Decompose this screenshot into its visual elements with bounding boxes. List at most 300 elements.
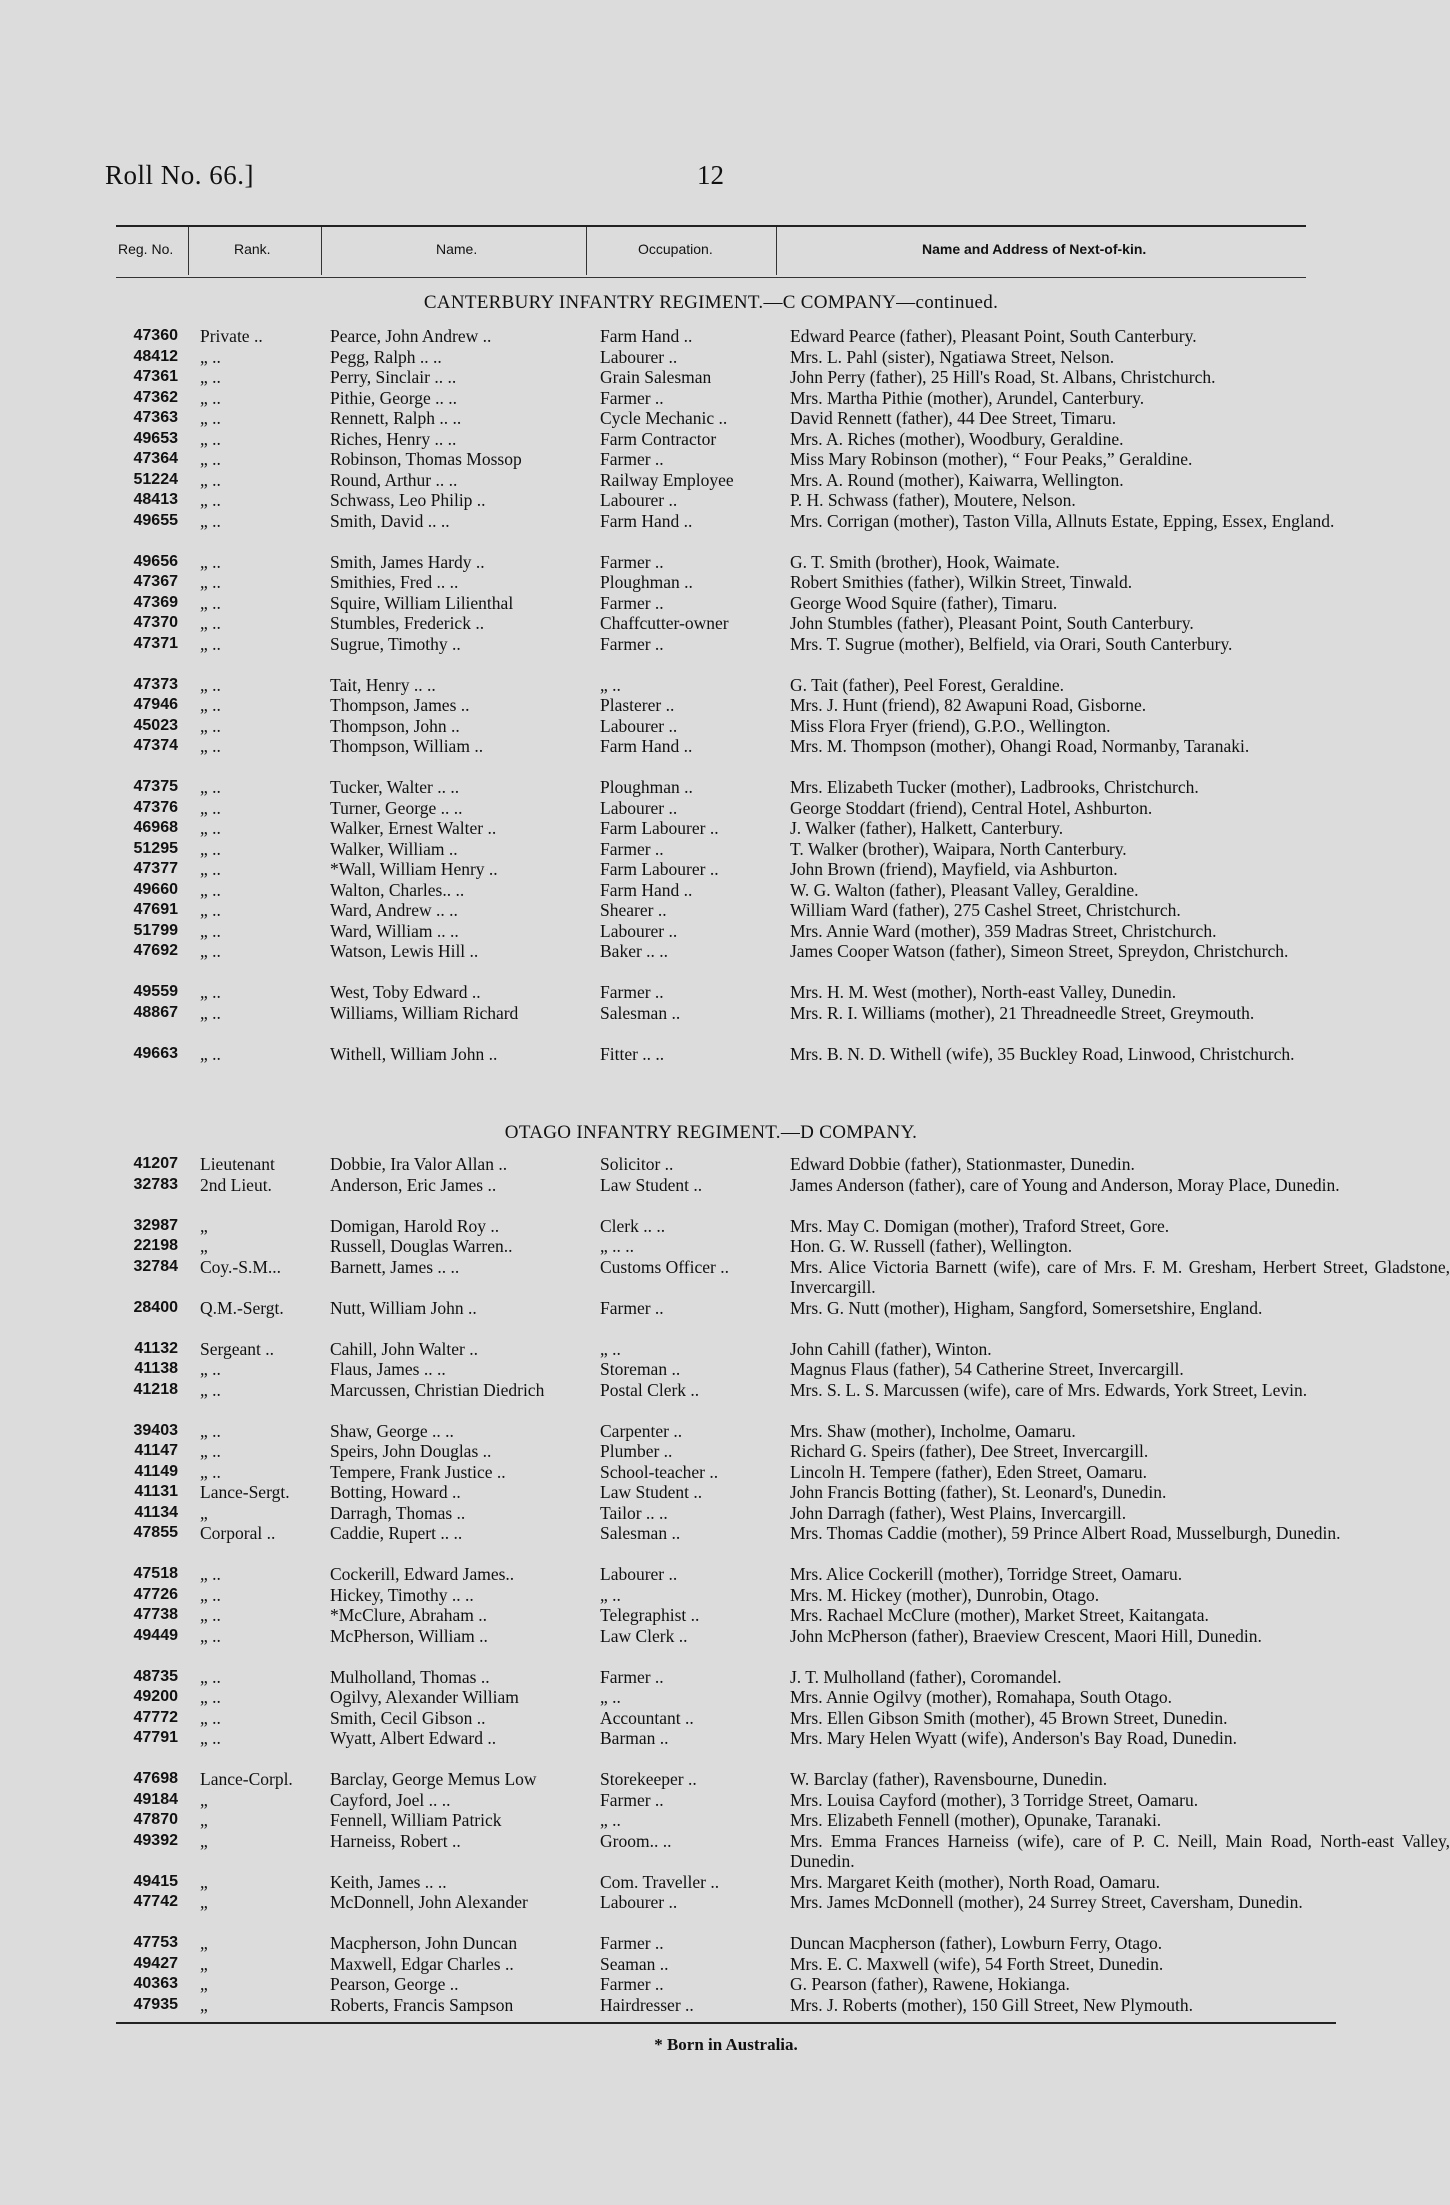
occupation-cell: Ploughman .. bbox=[600, 572, 693, 592]
reg-no-cell: 49449 bbox=[133, 1626, 178, 1644]
table-row bbox=[116, 941, 1306, 982]
next-of-kin-cell: W. Barclay (father), Ravensbourne, Dunedin. bbox=[790, 1769, 1108, 1789]
occupation-cell: Farmer .. bbox=[600, 633, 664, 654]
name-cell: Tempere, Frank Justice .. bbox=[330, 1461, 506, 1482]
name-cell: Pegg, Ralph .. .. bbox=[330, 346, 442, 367]
name-cell: Walton, Charles.. .. bbox=[330, 879, 465, 900]
name-cell: Fennell, William Patrick bbox=[330, 1810, 502, 1830]
name-cell: West, Toby Edward .. bbox=[330, 982, 481, 1002]
next-of-kin-cell: Mrs. G. Nutt (mother), Higham, Sangford, Somersetshire, England. bbox=[790, 1297, 1263, 1318]
rank-cell: „ .. bbox=[200, 428, 221, 449]
name-cell: Sugrue, Timothy .. bbox=[330, 633, 461, 654]
rank-cell: „ .. bbox=[200, 551, 221, 572]
occupation-cell: Hairdresser .. bbox=[600, 1994, 694, 2015]
header-divider bbox=[188, 227, 189, 275]
rank-cell: „ .. bbox=[200, 1002, 221, 1023]
next-of-kin-cell: Mrs. S. L. S. Marcussen (wife), care of Mrs. Edwards, York Street, Levin. bbox=[790, 1379, 1308, 1400]
table-row bbox=[116, 695, 1306, 716]
occupation-cell: School-teacher .. bbox=[600, 1461, 719, 1482]
next-of-kin-cell: John Stumbles (father), Pleasant Point, South Canterbury. bbox=[790, 613, 1194, 633]
rank-cell: Coy.-S.M... bbox=[200, 1256, 282, 1277]
reg-no-cell: 48735 bbox=[133, 1667, 178, 1685]
occupation-cell: Chaffcutter-owner bbox=[600, 613, 729, 633]
reg-no-cell: 47373 bbox=[133, 675, 178, 693]
next-of-kin-cell: G. Pearson (father), Rawene, Hokianga. bbox=[790, 1974, 1070, 1994]
next-of-kin-cell: W. G. Walton (father), Pleasant Valley, Geraldine. bbox=[790, 879, 1139, 900]
reg-no-cell: 47360 bbox=[133, 327, 178, 344]
next-of-kin-cell: Mrs. M. Hickey (mother), Dunrobin, Otago. bbox=[790, 1584, 1100, 1605]
reg-no-cell: 48412 bbox=[133, 347, 178, 365]
name-cell: Speirs, John Douglas .. bbox=[330, 1441, 492, 1461]
reg-no-cell: 49184 bbox=[133, 1790, 178, 1808]
rank-cell: „ .. bbox=[200, 920, 221, 941]
table-row bbox=[116, 1174, 1340, 1216]
header-name: Name. bbox=[436, 241, 478, 257]
rank-cell: „ .. bbox=[200, 1625, 221, 1646]
occupation-cell: Farmer .. bbox=[600, 1297, 664, 1318]
reg-no-cell: 41131 bbox=[134, 1483, 178, 1500]
name-cell: Smith, Cecil Gibson .. bbox=[330, 1707, 486, 1728]
name-cell: Watson, Lewis Hill .. bbox=[330, 941, 479, 961]
occupation-cell: Labourer .. bbox=[600, 490, 678, 510]
occupation-cell: Accountant .. bbox=[600, 1707, 694, 1728]
rank-cell: „ .. bbox=[200, 1420, 221, 1441]
rank-cell: „ bbox=[200, 1933, 208, 1953]
next-of-kin-cell: Mrs. J. Roberts (mother), 150 Gill Street, New Plymouth. bbox=[790, 1994, 1193, 2015]
table-row bbox=[116, 1810, 1306, 1831]
reg-no-cell: 47371 bbox=[133, 634, 178, 652]
next-of-kin-cell: Lincoln H. Tempere (father), Eden Street, Oamaru. bbox=[790, 1461, 1148, 1482]
header-next-of-kin: Name and Address of Next-of-kin. bbox=[922, 241, 1147, 257]
occupation-cell: „ .. bbox=[600, 1687, 621, 1707]
name-cell: Barclay, George Memus Low bbox=[330, 1769, 537, 1789]
next-of-kin-cell: William Ward (father), 275 Cashel Street, Christchurch. bbox=[790, 900, 1181, 920]
table-row bbox=[116, 1359, 1306, 1380]
rank-cell: „ .. bbox=[200, 859, 221, 879]
next-of-kin-cell: James Anderson (father), care of Young and Anderson, Moray Place, Dunedin. bbox=[790, 1174, 1340, 1195]
next-of-kin-cell: Mrs. E. C. Maxwell (wife), 54 Forth Street, Dunedin. bbox=[790, 1953, 1164, 1974]
table-row bbox=[116, 1339, 1306, 1360]
rank-cell: „ bbox=[200, 1871, 208, 1892]
name-cell: Nutt, William John .. bbox=[330, 1297, 477, 1318]
occupation-cell: Farmer .. bbox=[600, 387, 664, 408]
table-row bbox=[116, 1154, 1306, 1175]
next-of-kin-cell: Hon. G. W. Russell (father), Wellington. bbox=[790, 1236, 1073, 1256]
occupation-cell: Farmer .. bbox=[600, 1974, 664, 1994]
table-row bbox=[116, 388, 1306, 409]
rank-cell: „ .. bbox=[200, 982, 221, 1002]
column-header-row bbox=[116, 225, 1306, 278]
occupation-cell: Railway Employee bbox=[600, 469, 734, 490]
next-of-kin-cell: J. Walker (father), Halkett, Canterbury. bbox=[790, 818, 1064, 838]
table-row bbox=[116, 1482, 1306, 1503]
rank-cell: „ .. bbox=[200, 613, 221, 633]
name-cell: Flaus, James .. .. bbox=[330, 1359, 446, 1379]
reg-no-cell: 47361 bbox=[133, 368, 178, 385]
footnote: * Born in Australia. bbox=[654, 2035, 798, 2054]
name-cell: Smithies, Fred .. .. bbox=[330, 572, 459, 592]
name-cell: Tait, Henry .. .. bbox=[330, 674, 436, 695]
rank-cell: „ .. bbox=[200, 674, 221, 695]
occupation-cell: Farmer .. bbox=[600, 1666, 664, 1687]
name-cell: Walker, William .. bbox=[330, 838, 458, 859]
reg-no-cell: 49415 bbox=[133, 1872, 178, 1890]
next-of-kin-cell: John Brown (friend), Mayfield, via Ashburton. bbox=[790, 859, 1118, 879]
occupation-cell: Baker .. .. bbox=[600, 941, 669, 961]
rank-cell: „ .. bbox=[200, 408, 221, 428]
table-row bbox=[116, 326, 1306, 347]
rank-cell: „ bbox=[200, 1994, 208, 2015]
reg-no-cell: 22198 bbox=[133, 1237, 178, 1254]
name-cell: Ogilvy, Alexander William bbox=[330, 1687, 519, 1707]
name-cell: Harneiss, Robert .. bbox=[330, 1830, 461, 1851]
name-cell: *Wall, William Henry .. bbox=[330, 859, 498, 879]
rank-cell: „ .. bbox=[200, 818, 221, 838]
next-of-kin-cell: John Cahill (father), Winton. bbox=[790, 1338, 992, 1359]
reg-no-cell: 47369 bbox=[133, 593, 178, 611]
table-row bbox=[116, 1708, 1306, 1729]
table-row bbox=[116, 1995, 1306, 2016]
name-cell: Pearce, John Andrew .. bbox=[330, 326, 492, 346]
header-divider bbox=[321, 227, 322, 275]
table-row bbox=[116, 1462, 1306, 1483]
occupation-cell: Postal Clerk .. bbox=[600, 1379, 700, 1400]
occupation-cell: Customs Officer .. bbox=[600, 1256, 729, 1277]
name-cell: Darragh, Thomas .. bbox=[330, 1502, 466, 1523]
rank-cell: „ .. bbox=[200, 1441, 221, 1461]
occupation-cell: Barman .. bbox=[600, 1728, 669, 1748]
next-of-kin-cell: George Wood Squire (father), Timaru. bbox=[790, 592, 1058, 613]
reg-no-cell: 47738 bbox=[133, 1606, 178, 1623]
name-cell: Thompson, John .. bbox=[330, 715, 460, 736]
reg-no-cell: 47791 bbox=[133, 1729, 178, 1746]
table-row bbox=[116, 1523, 1341, 1564]
occupation-cell: Seaman .. bbox=[600, 1953, 669, 1974]
occupation-cell: Law Student .. bbox=[600, 1482, 703, 1502]
name-cell: Caddie, Rupert .. .. bbox=[330, 1523, 463, 1543]
rank-cell: „ .. bbox=[200, 387, 221, 408]
next-of-kin-cell: Mrs. A. Riches (mother), Woodbury, Geraldine. bbox=[790, 428, 1124, 449]
occupation-cell: Groom.. .. bbox=[600, 1830, 672, 1851]
next-of-kin-cell: Mrs. Elizabeth Fennell (mother), Opunake, Taranaki. bbox=[790, 1810, 1162, 1830]
name-cell: McDonnell, John Alexander bbox=[330, 1892, 528, 1912]
next-of-kin-cell: John McPherson (father), Braeview Crescent, Maori Hill, Dunedin. bbox=[790, 1625, 1262, 1646]
next-of-kin-cell: Mrs. A. Round (mother), Kaiwarra, Wellington. bbox=[790, 469, 1124, 490]
name-cell: *McClure, Abraham .. bbox=[330, 1605, 487, 1625]
table-row bbox=[116, 613, 1306, 634]
occupation-cell: Com. Traveller .. bbox=[600, 1871, 720, 1892]
next-of-kin-cell: Mrs. M. Thompson (mother), Ohangi Road, Normanby, Taranaki. bbox=[790, 736, 1250, 756]
reg-no-cell: 47363 bbox=[133, 409, 178, 426]
roll-title: Roll No. 66.] bbox=[105, 160, 255, 190]
occupation-cell: Farmer .. bbox=[600, 838, 664, 859]
reg-no-cell: 41132 bbox=[134, 1339, 178, 1357]
name-cell: Maxwell, Edgar Charles .. bbox=[330, 1953, 514, 1974]
reg-no-cell: 47692 bbox=[133, 942, 178, 959]
rank-cell: „ .. bbox=[200, 346, 221, 367]
rank-cell: „ bbox=[200, 1215, 208, 1236]
name-cell: Smith, James Hardy .. bbox=[330, 551, 485, 572]
table-row bbox=[116, 429, 1306, 450]
occupation-cell: Farm Labourer .. bbox=[600, 859, 719, 879]
rank-cell: „ .. bbox=[200, 572, 221, 592]
next-of-kin-cell: Mrs. Martha Pithie (mother), Arundel, Canterbury. bbox=[790, 387, 1145, 408]
rank-cell: „ .. bbox=[200, 633, 221, 654]
next-of-kin-cell: Miss Flora Fryer (friend), G.P.O., Wellington. bbox=[790, 715, 1111, 736]
table-row bbox=[116, 1790, 1306, 1811]
occupation-cell: Ploughman .. bbox=[600, 777, 693, 797]
next-of-kin-cell: Edward Pearce (father), Pleasant Point, South Canterbury. bbox=[790, 326, 1197, 346]
table-row bbox=[116, 716, 1306, 737]
table-row bbox=[116, 1503, 1306, 1524]
table-row bbox=[116, 1728, 1306, 1769]
reg-no-cell: 49427 bbox=[133, 1954, 178, 1972]
name-cell: Cahill, John Walter .. bbox=[330, 1338, 478, 1359]
roll-table-otago bbox=[116, 1154, 1450, 2015]
table-row bbox=[116, 1441, 1306, 1462]
occupation-cell: Law Student .. bbox=[600, 1174, 703, 1195]
occupation-cell: Law Clerk .. bbox=[600, 1625, 688, 1646]
reg-no-cell: 51295 bbox=[133, 839, 178, 857]
table-row bbox=[116, 1585, 1306, 1606]
occupation-cell: Farm Hand .. bbox=[600, 879, 693, 900]
rank-cell: Lance-Sergt. bbox=[200, 1482, 290, 1502]
occupation-cell: Solicitor .. bbox=[600, 1154, 674, 1174]
occupation-cell: Telegraphist .. bbox=[600, 1605, 700, 1625]
rank-cell: „ .. bbox=[200, 797, 221, 818]
name-cell: Walker, Ernest Walter .. bbox=[330, 818, 497, 838]
rank-cell: „ .. bbox=[200, 838, 221, 859]
table-row bbox=[116, 1830, 1450, 1872]
reg-no-cell: 47375 bbox=[133, 778, 178, 795]
occupation-cell: Labourer .. bbox=[600, 715, 678, 736]
table-row bbox=[116, 859, 1306, 880]
name-cell: Tucker, Walter .. .. bbox=[330, 777, 460, 797]
rank-cell: 2nd Lieut. bbox=[200, 1174, 272, 1195]
name-cell: Ward, William .. .. bbox=[330, 920, 459, 941]
table-row bbox=[116, 449, 1306, 470]
name-cell: Keith, James .. .. bbox=[330, 1871, 447, 1892]
next-of-kin-cell: Mrs. Louisa Cayford (mother), 3 Torridge Street, Oamaru. bbox=[790, 1789, 1199, 1810]
table-row bbox=[116, 1044, 1306, 1085]
occupation-cell: Grain Salesman bbox=[600, 367, 712, 387]
next-of-kin-cell: George Stoddart (friend), Central Hotel, Ashburton. bbox=[790, 797, 1153, 818]
next-of-kin-cell: John Perry (father), 25 Hill's Road, St. Albans, Christchurch. bbox=[790, 367, 1216, 387]
occupation-cell: Plumber .. bbox=[600, 1441, 673, 1461]
name-cell: Round, Arthur .. .. bbox=[330, 469, 458, 490]
page-number: 12 bbox=[697, 160, 724, 190]
rank-cell: „ bbox=[200, 1502, 208, 1523]
occupation-cell: Labourer .. bbox=[600, 920, 678, 941]
reg-no-cell: 41218 bbox=[133, 1380, 178, 1398]
header-reg-no: Reg. No. bbox=[118, 241, 174, 257]
table-row bbox=[116, 839, 1306, 860]
next-of-kin-cell: Edward Dobbie (father), Stationmaster, Dunedin. bbox=[790, 1154, 1135, 1174]
occupation-cell: Salesman .. bbox=[600, 1523, 681, 1543]
table-row bbox=[116, 1003, 1306, 1044]
header-divider bbox=[586, 227, 587, 275]
rank-cell: „ .. bbox=[200, 510, 221, 531]
reg-no-cell: 47367 bbox=[133, 573, 178, 590]
name-cell: Thompson, James .. bbox=[330, 695, 470, 715]
table-row bbox=[116, 1667, 1306, 1688]
next-of-kin-cell: Mrs. Annie Ward (mother), 359 Madras Street, Christchurch. bbox=[790, 920, 1217, 941]
reg-no-cell: 47753 bbox=[133, 1934, 178, 1951]
next-of-kin-cell: Miss Mary Robinson (mother), “ Four Peaks,” Geraldine. bbox=[790, 449, 1193, 469]
occupation-cell: Cycle Mechanic .. bbox=[600, 408, 728, 428]
name-cell: Riches, Henry .. .. bbox=[330, 428, 457, 449]
table-row bbox=[116, 982, 1306, 1003]
rank-cell: „ .. bbox=[200, 736, 221, 756]
reg-no-cell: 39403 bbox=[133, 1421, 178, 1439]
table-row bbox=[116, 900, 1306, 921]
next-of-kin-cell: P. H. Schwass (father), Moutere, Nelson. bbox=[790, 490, 1076, 510]
rank-cell: „ .. bbox=[200, 695, 221, 715]
reg-no-cell: 28400 bbox=[133, 1298, 178, 1316]
occupation-cell: „ .. bbox=[600, 1584, 621, 1605]
reg-no-cell: 49653 bbox=[133, 429, 178, 447]
next-of-kin-cell: Duncan Macpherson (father), Lowburn Ferry, Otago. bbox=[790, 1933, 1163, 1953]
reg-no-cell: 41147 bbox=[134, 1442, 178, 1459]
occupation-cell: Salesman .. bbox=[600, 1002, 681, 1023]
occupation-cell: Plasterer .. bbox=[600, 695, 675, 715]
reg-no-cell: 49660 bbox=[133, 880, 178, 898]
name-cell: Schwass, Leo Philip .. bbox=[330, 490, 486, 510]
reg-no-cell: 48867 bbox=[133, 1003, 178, 1021]
name-cell: Hickey, Timothy .. .. bbox=[330, 1584, 474, 1605]
occupation-cell: Fitter .. .. bbox=[600, 1043, 665, 1064]
rank-cell: „ .. bbox=[200, 449, 221, 469]
next-of-kin-cell: Mrs. Elizabeth Tucker (mother), Ladbrooks, Christchurch. bbox=[790, 777, 1199, 797]
rank-cell: „ .. bbox=[200, 1666, 221, 1687]
name-cell: Marcussen, Christian Diedrich bbox=[330, 1379, 545, 1400]
name-cell: Dobbie, Ira Valor Allan .. bbox=[330, 1154, 508, 1174]
reg-no-cell: 48413 bbox=[133, 491, 178, 508]
next-of-kin-cell: Mrs. May C. Domigan (mother), Traford Street, Gore. bbox=[790, 1215, 1170, 1236]
name-cell: Shaw, George .. .. bbox=[330, 1420, 454, 1441]
table-row bbox=[116, 1605, 1306, 1626]
table-row bbox=[116, 408, 1306, 429]
table-row bbox=[116, 880, 1306, 901]
table-row bbox=[116, 1298, 1306, 1339]
next-of-kin-cell: Mrs. Mary Helen Wyatt (wife), Anderson's Bay Road, Dunedin. bbox=[790, 1728, 1237, 1748]
rank-cell: „ .. bbox=[200, 490, 221, 510]
name-cell: Domigan, Harold Roy .. bbox=[330, 1215, 500, 1236]
occupation-cell: „ .. bbox=[600, 674, 621, 695]
rank-cell: „ .. bbox=[200, 715, 221, 736]
occupation-cell: Labourer .. bbox=[600, 346, 678, 367]
next-of-kin-cell: Mrs. Shaw (mother), Incholme, Oamaru. bbox=[790, 1420, 1076, 1441]
reg-no-cell: 49200 bbox=[133, 1688, 178, 1705]
table-row bbox=[116, 1933, 1306, 1954]
reg-no-cell: 46968 bbox=[133, 819, 178, 836]
occupation-cell: Storekeeper .. bbox=[600, 1769, 697, 1789]
occupation-cell: Carpenter .. bbox=[600, 1420, 683, 1441]
reg-no-cell: 45023 bbox=[133, 716, 178, 734]
occupation-cell: Labourer .. bbox=[600, 1564, 678, 1584]
next-of-kin-cell: Mrs. Thomas Caddie (mother), 59 Prince Albert Road, Musselburgh, Dunedin. bbox=[790, 1523, 1341, 1543]
reg-no-cell: 47377 bbox=[133, 860, 178, 877]
table-row bbox=[116, 1954, 1306, 1975]
next-of-kin-cell: Mrs. Emma Frances Harneiss (wife), care of P. C. Neill, Main Road, North-east Valley, Dunedin. bbox=[790, 1830, 1450, 1871]
name-cell: Roberts, Francis Sampson bbox=[330, 1994, 514, 2015]
occupation-cell: Farmer .. bbox=[600, 1789, 664, 1810]
name-cell: Williams, William Richard bbox=[330, 1002, 519, 1023]
name-cell: Stumbles, Frederick .. bbox=[330, 613, 485, 633]
next-of-kin-cell: Robert Smithies (father), Wilkin Street, Tinwald. bbox=[790, 572, 1133, 592]
name-cell: Mulholland, Thomas .. bbox=[330, 1666, 490, 1687]
table-row bbox=[116, 1769, 1306, 1790]
next-of-kin-cell: Mrs. Alice Cockerill (mother), Torridge Street, Oamaru. bbox=[790, 1564, 1183, 1584]
rank-cell: Private .. bbox=[200, 326, 263, 346]
reg-no-cell: 47364 bbox=[133, 450, 178, 467]
rank-cell: „ bbox=[200, 1974, 208, 1994]
occupation-cell: Farm Contractor bbox=[600, 428, 717, 449]
rank-cell: „ .. bbox=[200, 1687, 221, 1707]
reg-no-cell: 41149 bbox=[134, 1462, 178, 1480]
name-cell: Robinson, Thomas Mossop bbox=[330, 449, 522, 469]
rank-cell: Q.M.-Sergt. bbox=[200, 1297, 284, 1318]
reg-no-cell: 49655 bbox=[133, 511, 178, 529]
next-of-kin-cell: Mrs. H. M. West (mother), North-east Valley, Dunedin. bbox=[790, 982, 1177, 1002]
table-row bbox=[116, 777, 1306, 798]
rank-cell: Lieutenant bbox=[200, 1154, 275, 1174]
reg-no-cell: 49656 bbox=[133, 552, 178, 570]
next-of-kin-cell: Mrs. Margaret Keith (mother), North Road, Oamaru. bbox=[790, 1871, 1160, 1892]
next-of-kin-cell: Magnus Flaus (father), 54 Catherine Street, Invercargill. bbox=[790, 1359, 1184, 1379]
name-cell: Barnett, James .. .. bbox=[330, 1256, 460, 1277]
name-cell: Pearson, George .. bbox=[330, 1974, 459, 1994]
occupation-cell: Labourer .. bbox=[600, 1892, 678, 1912]
next-of-kin-cell: Mrs. Alice Victoria Barnett (wife), care of Mrs. F. M. Gresham, Herbert Street, Gladstone, Invercargill. bbox=[790, 1256, 1450, 1297]
next-of-kin-cell: David Rennett (father), 44 Dee Street, Timaru. bbox=[790, 408, 1117, 428]
name-cell: Withell, William John .. bbox=[330, 1043, 498, 1064]
name-cell: Pithie, George .. .. bbox=[330, 387, 458, 408]
rank-cell: „ bbox=[200, 1789, 208, 1810]
rank-cell: „ .. bbox=[200, 879, 221, 900]
name-cell: Smith, David .. .. bbox=[330, 510, 450, 531]
occupation-cell: Farmer .. bbox=[600, 551, 664, 572]
header-rank: Rank. bbox=[234, 241, 271, 257]
rank-cell: „ bbox=[200, 1953, 208, 1974]
rank-cell: Sergeant .. bbox=[200, 1338, 275, 1359]
reg-no-cell: 49392 bbox=[133, 1831, 178, 1849]
occupation-cell: Farmer .. bbox=[600, 592, 664, 613]
name-cell: Botting, Howard .. bbox=[330, 1482, 461, 1502]
next-of-kin-cell: J. T. Mulholland (father), Coromandel. bbox=[790, 1666, 1062, 1687]
rank-cell: „ .. bbox=[200, 367, 221, 387]
occupation-cell: Farmer .. bbox=[600, 449, 664, 469]
next-of-kin-cell: Mrs. Ellen Gibson Smith (mother), 45 Brown Street, Dunedin. bbox=[790, 1707, 1228, 1728]
reg-no-cell: 47935 bbox=[133, 1995, 178, 2013]
reg-no-cell: 51799 bbox=[133, 921, 178, 939]
reg-no-cell: 41207 bbox=[133, 1155, 178, 1172]
occupation-cell: Clerk .. .. bbox=[600, 1215, 666, 1236]
rank-cell: „ .. bbox=[200, 1707, 221, 1728]
next-of-kin-cell: T. Walker (brother), Waipara, North Canterbury. bbox=[790, 838, 1127, 859]
reg-no-cell: 32987 bbox=[133, 1216, 178, 1234]
name-cell: Cockerill, Edward James.. bbox=[330, 1564, 515, 1584]
table-row bbox=[116, 675, 1306, 696]
rank-cell: „ bbox=[200, 1830, 208, 1851]
next-of-kin-cell: Mrs. Rachael McClure (mother), Market Street, Kaitangata. bbox=[790, 1605, 1209, 1625]
section-title-canterbury: CANTERBURY INFANTRY REGIMENT.—C COMPANY—continued. bbox=[423, 292, 999, 313]
rank-cell: Lance-Corpl. bbox=[200, 1769, 293, 1789]
next-of-kin-cell: Mrs. B. N. D. Withell (wife), 35 Buckley Road, Linwood, Christchurch. bbox=[790, 1043, 1295, 1064]
reg-no-cell: 47374 bbox=[133, 737, 178, 754]
reg-no-cell: 47742 bbox=[133, 1893, 178, 1910]
next-of-kin-cell: John Francis Botting (father), St. Leonard's, Dunedin. bbox=[790, 1482, 1167, 1502]
